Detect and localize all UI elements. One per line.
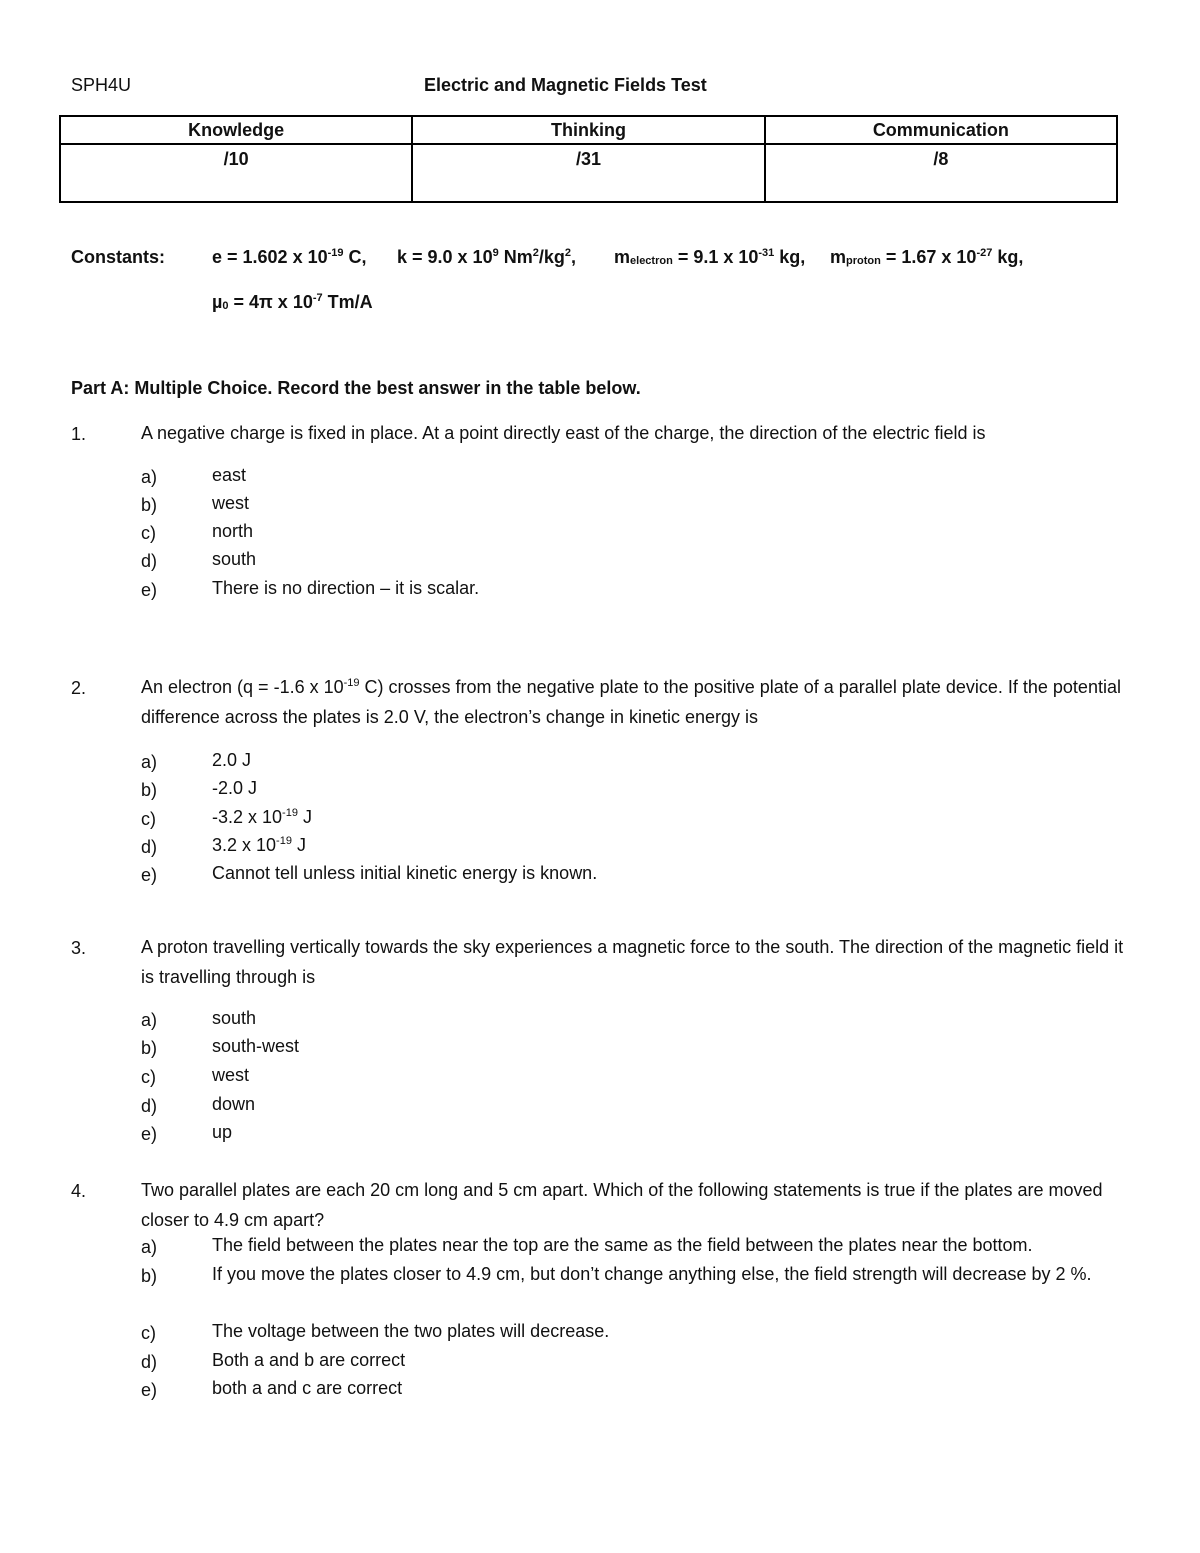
option-text: west bbox=[212, 1065, 250, 1085]
option-letter: a) bbox=[141, 1010, 158, 1030]
option-letter: e) bbox=[141, 580, 158, 600]
option-letter: c) bbox=[141, 1323, 156, 1343]
option-letter: a) bbox=[141, 752, 158, 772]
question-number: 4. bbox=[71, 1181, 87, 1201]
page-title: Electric and Magnetic Fields Test bbox=[424, 75, 707, 95]
question-text: A negative charge is fixed in place. At a point directly east of the charge, the direction of the electric field is bbox=[141, 423, 986, 443]
option-text: Both a and b are correct bbox=[212, 1350, 406, 1370]
option-text: 2.0 J bbox=[212, 750, 252, 770]
option-letter: b) bbox=[141, 495, 158, 515]
question-text: A proton travelling vertically towards the sky experiences a magnetic force to the south. The direction of the magnetic field it is travelling through is bbox=[141, 937, 1124, 987]
constant-m-electron: $m_{electron} = 9.1$ x $10^{-31}$ kg, bbox=[614, 247, 806, 267]
option-letter: c) bbox=[141, 1067, 156, 1087]
thinking-score: /31 bbox=[412, 144, 764, 202]
part-a-heading: Part A: Multiple Choice. Record the best answer in the table below. bbox=[71, 378, 641, 398]
score-table bbox=[59, 115, 1118, 203]
option-letter: b) bbox=[141, 1038, 158, 1058]
option-text: The field between the plates near the top are the same as the field between the plates near the bottom. bbox=[212, 1235, 1033, 1255]
option-letter: b) bbox=[141, 780, 158, 800]
option-letter: e) bbox=[141, 1124, 158, 1144]
knowledge-score: /10 bbox=[60, 144, 412, 202]
option-text: east bbox=[212, 465, 247, 485]
option-text: south-west bbox=[212, 1036, 300, 1056]
option-letter: e) bbox=[141, 1380, 158, 1400]
question-text: An electron (q = -1.6 x $10^{-19}$ C) crosses from the negative plate to the positive plate of a parallel plate device. If the potential difference across the plates is 2.0 V, the electron’s change in kinetic energy is bbox=[141, 677, 1121, 727]
constant-mu0: µ$_0$ = 4π x $10^{-7}$ Tm/A bbox=[212, 292, 373, 312]
option-letter: d) bbox=[141, 837, 158, 857]
constant-e: e = 1.602 x $10^{-19}$ C, bbox=[212, 247, 367, 267]
option-letter: d) bbox=[141, 1352, 158, 1372]
question-text: Two parallel plates are each 20 cm long and 5 cm apart. Which of the following statements is true if the plates are moved closer to 4.9 cm apart? bbox=[141, 1180, 1103, 1230]
option-letter: a) bbox=[141, 1237, 158, 1257]
knowledge-header: Knowledge bbox=[60, 116, 412, 144]
option-text: Cannot tell unless initial kinetic energy is known. bbox=[212, 863, 598, 883]
option-letter: e) bbox=[141, 865, 158, 885]
option-letter: c) bbox=[141, 809, 156, 829]
option-text: 3.2 x $10^{-19}$ J bbox=[212, 835, 306, 855]
option-text: The voltage between the two plates will decrease. bbox=[212, 1321, 610, 1341]
option-letter: d) bbox=[141, 551, 158, 571]
communication-header: Communication bbox=[765, 116, 1117, 144]
option-text: If you move the plates closer to 4.9 cm, but don’t change anything else, the field strength will decrease by 2 %. bbox=[212, 1264, 1092, 1284]
option-text: -2.0 J bbox=[212, 778, 258, 798]
option-letter: a) bbox=[141, 467, 158, 487]
question-number: 1. bbox=[71, 424, 87, 444]
option-text: -3.2 x $10^{-19}$ J bbox=[212, 807, 312, 827]
question-number: 2. bbox=[71, 678, 87, 698]
course-code: SPH4U bbox=[71, 75, 132, 95]
option-text: west bbox=[212, 493, 250, 513]
thinking-header: Thinking bbox=[412, 116, 764, 144]
option-text: up bbox=[212, 1122, 233, 1142]
constant-k: k = 9.0 x $10^9$ $Nm^2/kg^2$, bbox=[397, 247, 577, 267]
option-text: south bbox=[212, 1008, 257, 1028]
communication-score: /8 bbox=[765, 144, 1117, 202]
question-number: 3. bbox=[71, 938, 87, 958]
constants-label: Constants: bbox=[71, 247, 165, 267]
option-text: There is no direction – it is scalar. bbox=[212, 578, 480, 598]
option-letter: c) bbox=[141, 523, 156, 543]
option-text: down bbox=[212, 1094, 256, 1114]
option-text: south bbox=[212, 549, 257, 569]
option-letter: d) bbox=[141, 1096, 158, 1116]
constant-m-proton: $m_{proton} = 1.67$ x $10^{-27}$ kg, bbox=[830, 247, 1024, 267]
option-text: north bbox=[212, 521, 254, 541]
option-text: both a and c are correct bbox=[212, 1378, 403, 1398]
option-letter: b) bbox=[141, 1266, 158, 1286]
